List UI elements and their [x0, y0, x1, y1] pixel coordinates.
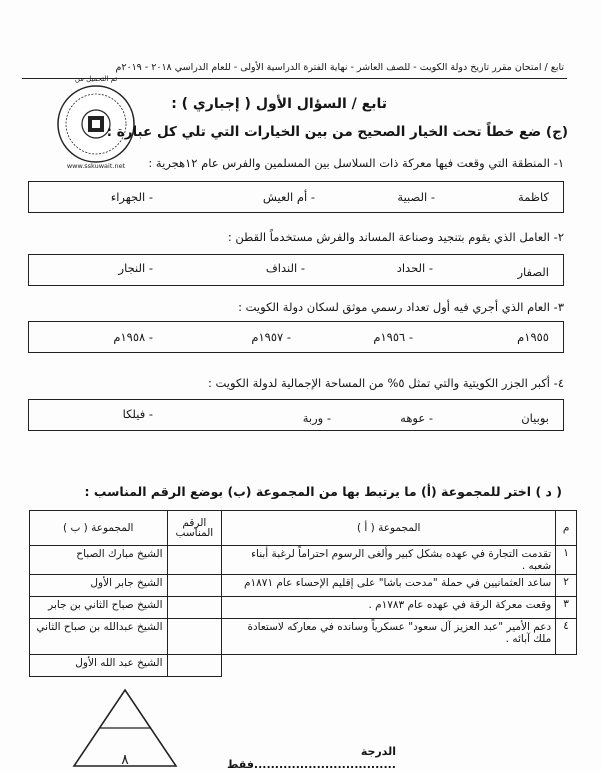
row-a: تقدمت التجارة في عهده بشكل كبير وألغى الرسوم احتراماً لرغبة أبناء شعبه .: [222, 546, 556, 575]
table-row: [30, 597, 577, 619]
matching-header-row: [30, 511, 577, 546]
row-num: ١: [556, 546, 577, 575]
options-box-3: [28, 321, 564, 353]
row-b: الشيخ عبد الله الأول: [30, 655, 168, 677]
answer-cell[interactable]: [167, 655, 222, 677]
question-2: ٢- العامل الذي يقوم بتنجيد وصناعة المساند والفرش مستخدماً القطن :: [227, 230, 564, 244]
option[interactable]: - عوهه: [400, 411, 433, 425]
row-b: الشيخ جابر الأول: [30, 575, 168, 597]
option[interactable]: - ١٩٥٦م: [373, 330, 413, 344]
answer-cell[interactable]: [167, 619, 222, 655]
answer-cell[interactable]: [167, 546, 222, 575]
question-1: ١- المنطقة التي وقعت فيها معركة ذات السلاسل بين المسلمين والفرس عام ١٢هجرية :: [148, 156, 564, 170]
option[interactable]: - وربة: [302, 411, 331, 425]
table-row: [30, 575, 577, 597]
answer-cell[interactable]: [167, 597, 222, 619]
option[interactable]: - ١٩٥٨م: [113, 330, 153, 344]
option[interactable]: كاظمة: [518, 190, 549, 204]
col-b-header: المجموعة ( ب ): [30, 511, 168, 546]
page-number: ٨: [121, 752, 129, 768]
options-box-1: [28, 181, 564, 213]
table-row: [30, 546, 577, 575]
section-instruction: (ج) ضع خطاً تحت الخيار الصحيح من بين الخيارات التي تلي كل عبارة :: [106, 124, 568, 140]
row-num: [556, 655, 577, 677]
row-b: الشيخ صباح الثاني بن جابر: [30, 597, 168, 619]
table-row: [30, 619, 577, 655]
options-box-4: [28, 399, 564, 431]
row-b: الشيخ عبدالله بن صباح الثاني: [30, 619, 168, 655]
table-row: [30, 655, 577, 677]
question-3: ٣- العام الذي أجري فيه أول تعداد رسمي موثق لسكان دولة الكويت :: [238, 300, 564, 314]
option[interactable]: - الحداد: [396, 261, 433, 275]
option[interactable]: بوبيان: [521, 411, 549, 425]
row-num: ٤: [556, 619, 577, 655]
col-a-header: المجموعة ( أ ): [222, 511, 556, 546]
row-a: وقعت معركة الرقة في عهده عام ١٧٨٣م .: [222, 597, 556, 619]
matching-table: [29, 510, 577, 677]
question-4: ٤- أكبر الجزر الكويتية والتي تمثل ٥% من المساحة الإجمالية لدولة الكويت :: [207, 376, 564, 390]
row-b: الشيخ مبارك الصباح: [30, 546, 168, 575]
col-n-header: الرقم المناسب: [167, 511, 222, 546]
exam-header-line: تابع / امتحان مقرر تاريخ دولة الكويت - للصف العاشر - نهاية الفترة الدراسية الأولى - للعام الدراسي ٢٠١٨ - ٢٠١٩م: [115, 62, 564, 73]
answer-cell[interactable]: [167, 575, 222, 597]
score-line: الدرجة ..................................فقط: [227, 745, 396, 771]
row-a: ساعد العثمانيين في حملة "مدحت باشا" على إقليم الإحساء عام ١٨٧١م: [222, 575, 556, 597]
row-num: ٢: [556, 575, 577, 597]
section-title: تابع / السؤال الأول ( إجباري ) :: [171, 96, 387, 112]
option[interactable]: - فيلكا: [122, 407, 153, 421]
option[interactable]: - أم العيش: [262, 190, 315, 204]
option[interactable]: - الصبية: [397, 190, 435, 204]
option[interactable]: - ١٩٥٧م: [251, 330, 291, 344]
matching-title: ( د ) اختر للمجموعة (أ) ما يرتبط بها من المجموعة (ب) بوضع الرقم المناسب :: [84, 484, 562, 499]
option[interactable]: - النجار: [118, 261, 153, 275]
logo-caption: تم التحميل من: [74, 75, 118, 83]
school-logo: [50, 72, 142, 172]
grade-triangle: [70, 686, 180, 768]
option[interactable]: ١٩٥٥م: [517, 330, 549, 344]
option[interactable]: - النداف: [265, 261, 305, 275]
option[interactable]: الصفار: [517, 265, 549, 279]
row-a: دعم الأمير "عبد العزيز آل سعود" عسكرياً وسانده في معاركه لاستعادة ملك آبائه .: [222, 619, 556, 655]
row-num: ٣: [556, 597, 577, 619]
option[interactable]: - الجهراء: [110, 190, 153, 204]
col-num-header: م: [556, 511, 577, 546]
options-box-2: [28, 254, 564, 286]
logo-site: www.sskuwait.net: [66, 162, 126, 170]
row-a: [222, 655, 556, 677]
